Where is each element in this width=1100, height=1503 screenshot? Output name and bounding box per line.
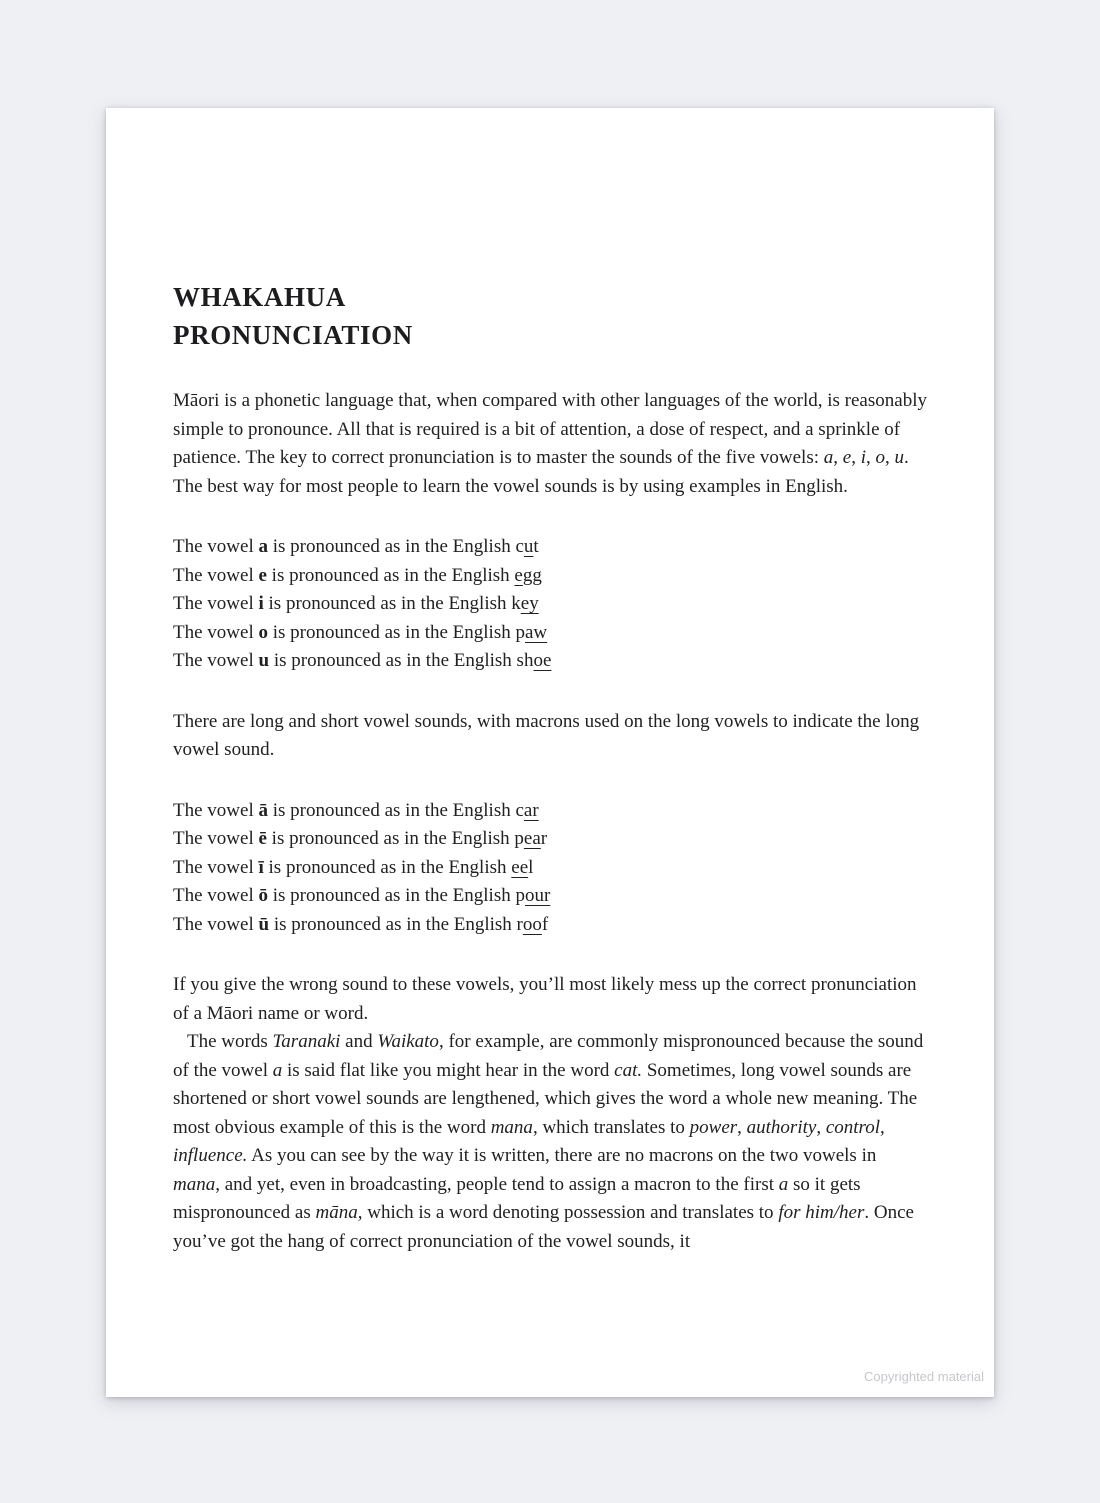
title-line-english: PRONUNCIATION	[173, 320, 413, 350]
vowel-line-a-macron: The vowel ā is pronounced as in the English car	[173, 799, 539, 821]
title-line-maori: WHAKAHUA	[173, 282, 346, 312]
vowel-line-u: The vowel u is pronounced as in the English shoe	[173, 650, 552, 671]
macron-paragraph: There are long and short vowel sounds, with macrons used on the long vowels to indicate the long vowel sound.	[173, 710, 920, 760]
page-title	[173, 108, 927, 354]
vowel-line-e-macron: The vowel ē is pronounced as in the English pear	[173, 828, 548, 849]
vowel-line-u-macron: The vowel ū is pronounced as in the English roof	[173, 913, 549, 935]
long-vowel-list	[173, 797, 927, 940]
closing-paragraph-2: The words Taranaki and Waikato, for example, are commonly mispronounced because the sound of the vowel a is said flat like you might hear in the word cat. Sometimes, long vowel sounds are shortened or short vowel sounds are lengthened, which gives the word a whole new meaning. The most obvious example of this is the word mana, which translates to power, authority, control, influence. As you can see by the way it is written, there are no macrons on the two vowels in mana, and yet, even in broadcasting, people tend to assign a macron to the first a so it gets mispronounced as māna, which is a word denoting possession and translates to for him/her. Once you’ve got the hang of correct pronunciation of the vowel sounds, it	[173, 1031, 924, 1252]
closing-paragraph-1: If you give the wrong sound to these vowels, you’ll most likely mess up the correct pronunciation of a Māori name or word.	[173, 974, 917, 1024]
vowel-line-e: The vowel e is pronounced as in the English egg	[173, 564, 542, 586]
book-page	[106, 108, 994, 1397]
vowel-line-o: The vowel o is pronounced as in the English paw	[173, 621, 548, 643]
vowel-line-i: The vowel i is pronounced as in the English key	[173, 593, 539, 614]
vowel-line-i-macron: The vowel ī is pronounced as in the English eel	[173, 856, 534, 878]
vowel-line-a: The vowel a is pronounced as in the English cut	[173, 536, 539, 557]
copyright-watermark: Copyrighted material	[864, 1369, 984, 1384]
page-content	[106, 108, 994, 1256]
short-vowel-list	[173, 533, 927, 676]
intro-paragraph: Māori is a phonetic language that, when compared with other languages of the world, is reasonably simple to pronounce. All that is required is a bit of attention, a dose of respect, and a sprinkle of patience. The key to correct pronunciation is to master the sounds of the five vowels: a, e, i, o, u. The best way for most people to learn the vowel sounds is by using examples in English.	[173, 390, 927, 497]
vowel-line-o-macron: The vowel ō is pronounced as in the English pour	[173, 885, 551, 906]
